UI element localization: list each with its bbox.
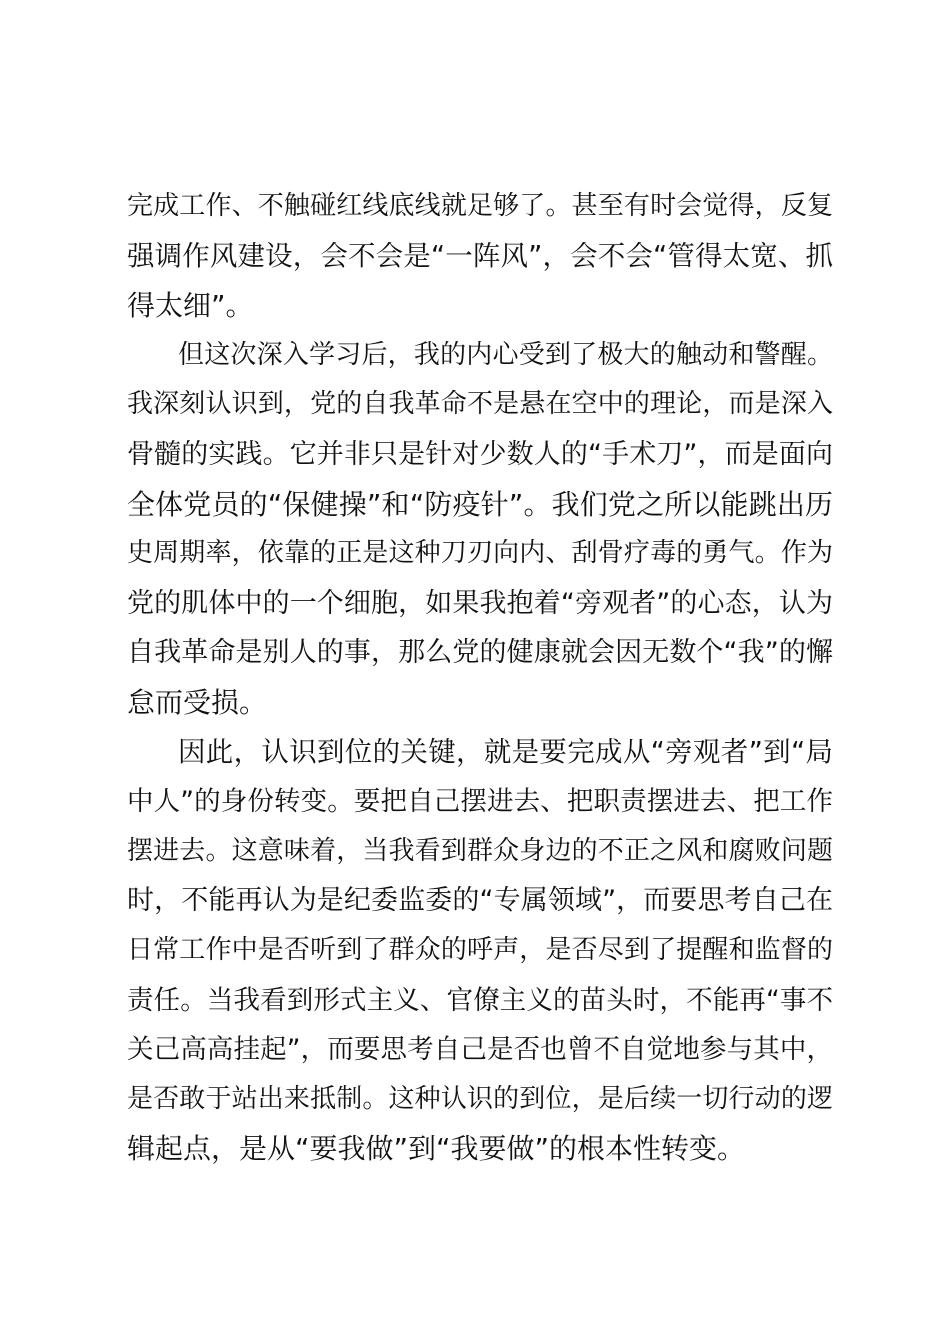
paragraph-2-line-7: 自我革命是别人的事，那么党的健康就会因无数个“我”的懈 [127, 637, 833, 669]
paragraph-2-line-5: 史周期率，依靠的正是这种刀刃向内、刮骨疗毒的勇气。作为 [127, 538, 833, 569]
paragraph-1-line-3: 得太细”。 [127, 289, 254, 323]
paragraph-3-line-3: 摆进去。这意味着，当我看到群众身边的不正之风和腐败问题 [127, 835, 833, 866]
paragraph-3-line-8: 是否敢于站出来抵制。这种认识的到位，是后续一切行动的逻 [127, 1083, 833, 1114]
paragraph-3-line-5: 日常工作中是否听到了群众的呼声，是否尽到了提醒和监督的 [127, 934, 833, 965]
paragraph-2-line-6: 党的肌体中的一个细胞，如果我抱着“旁观者”的心态，认为 [127, 587, 833, 619]
paragraph-1-line-1: 完成工作、不触碰红线底线就足够了。甚至有时会觉得，反复 [127, 191, 833, 221]
paragraph-3-line-9: 辑起点，是从“要我做”到“我要做”的根本性转变。 [127, 1132, 746, 1166]
paragraph-3-line-2: 中人”的身份转变。要把自己摆进去、把职责摆进去、把工作 [127, 786, 833, 818]
paragraph-2-line-4: 全体党员的“保健操”和“防疫针”。我们党之所以能跳出历 [127, 487, 833, 521]
paragraph-3-line-4: 时，不能再认为是纪委监委的“专属领域”，而要思考自己在 [127, 885, 833, 917]
paragraph-2-line-1: 但这次深入学习后，我的内心受到了极大的触动和警醒。 [178, 339, 833, 370]
paragraph-3-line-1: 因此，认识到位的关键，就是要完成从“旁观者”到“局 [178, 735, 833, 768]
paragraph-2-line-3: 骨髓的实践。它并非只是针对少数人的“手术刀”，而是面向 [127, 438, 833, 470]
paragraph-2-line-8: 怠而受损。 [127, 685, 268, 719]
paragraph-3-line-6: 责任。当我看到形式主义、官僚主义的苗头时，不能再“事不 [127, 984, 833, 1016]
paragraph-2-line-2: 我深刻认识到，党的自我革命不是悬在空中的理论，而是深入 [127, 389, 833, 420]
paragraph-1-line-2: 强调作风建设，会不会是“一阵风”，会不会“管得太宽、抓 [127, 239, 833, 272]
body-text [127, 182, 833, 1174]
paragraph-3-line-7: 关己高高挂起”，而要思考自己是否也曾不自觉地参与其中， [127, 1034, 833, 1066]
